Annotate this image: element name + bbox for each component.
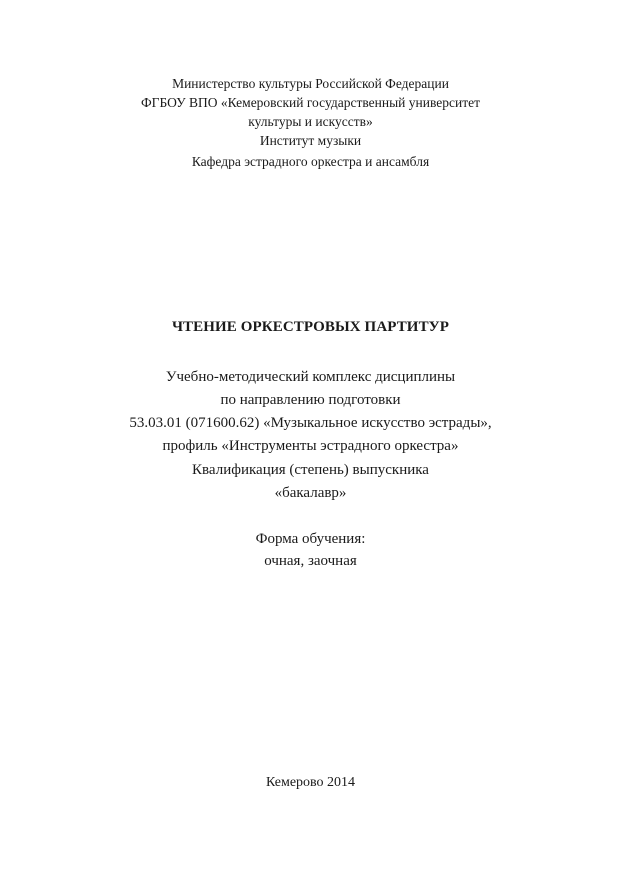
description-line-5: Квалификация (степень) выпускника	[192, 462, 429, 478]
university-line-2: культуры и искусств»	[248, 114, 373, 129]
study-form-value: очная, заочная	[264, 553, 357, 569]
ministry-line: Министерство культуры Российской Федерации	[172, 76, 449, 91]
department-line: Кафедра эстрадного оркестра и ансамбля	[191, 154, 430, 169]
description-line-3: 53.03.01 (071600.62) «Музыкальное искусство эстрады»,	[129, 415, 492, 431]
document-title: ЧТЕНИЕ ОРКЕСТРОВЫХ ПАРТИТУР	[171, 319, 450, 335]
university-line-1: ФГБОУ ВПО «Кемеровский государственный университет	[140, 95, 481, 110]
description-line-2: по направлению подготовки	[220, 392, 401, 408]
institute-line: Институт музыки	[259, 133, 362, 148]
study-form-label: Форма обучения:	[255, 531, 366, 547]
city-year: Кемерово 2014	[265, 775, 356, 790]
description-line-4: профиль «Инструменты эстрадного оркестра»	[162, 438, 459, 454]
description-line-1: Учебно-методический комплекс дисциплины	[165, 369, 456, 385]
description-line-6: «бакалавр»	[274, 485, 347, 501]
